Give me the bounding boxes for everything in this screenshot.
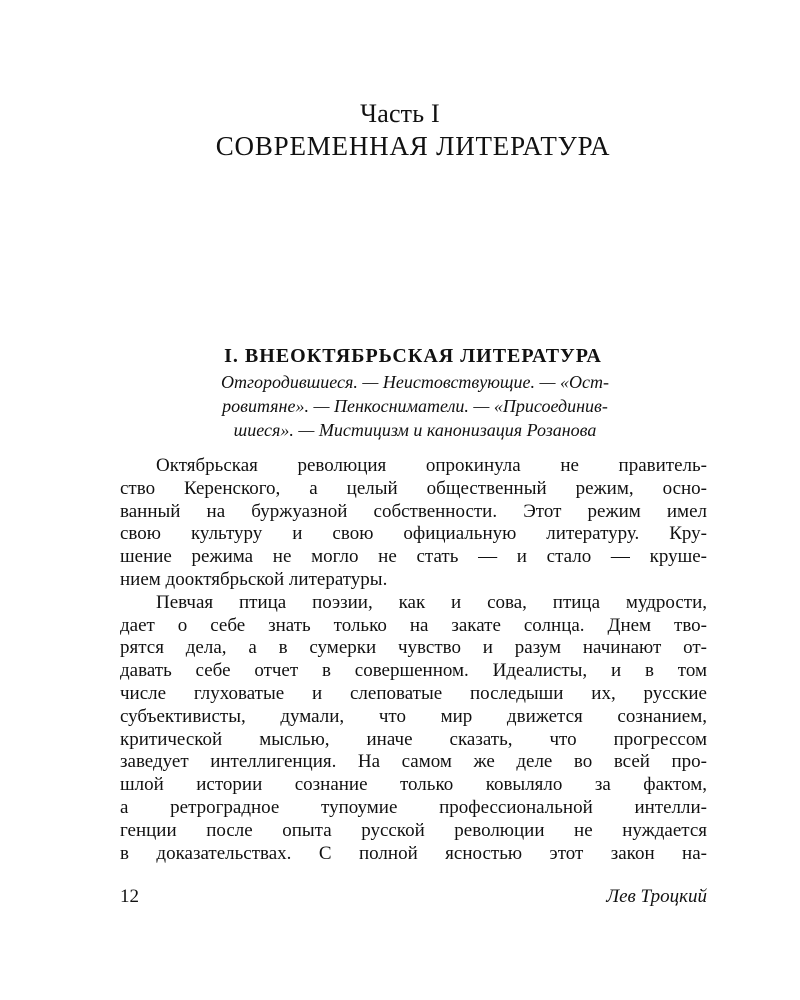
chapter-title: I. ВНЕОКТЯБРЬСКАЯ ЛИТЕРАТУРА [224, 345, 602, 367]
part-name: СОВРЕМЕННАЯ ЛИТЕРАТУРА [215, 131, 611, 161]
epigraph-line: шиеся». — Мистицизм и канонизация Розанова [233, 420, 597, 440]
paragraph-line: шение режима не могло не стать — и стало — круше- [120, 546, 707, 568]
paragraph-line: дает о себе знать только на закате солнца. Днем тво- [120, 614, 707, 636]
paragraph-line: давать себе отчет в совершенном. Идеалисты, и в том [120, 660, 707, 682]
paragraph-line: субъективисты, думали, что мир движется сознанием, [120, 705, 707, 727]
running-footer-author: Лев Троцкий [606, 886, 707, 907]
paragraph-line: нием дооктябрьской литературы. [120, 568, 388, 590]
paragraph-line: ство Керенского, а целый общественный режим, осно- [120, 477, 707, 499]
paragraph-line: ванный на буржуазной собственности. Этот режим имел [120, 500, 707, 522]
paragraph-line: заведует интеллигенция. На самом же деле во всей про- [120, 751, 707, 773]
paragraph-line: генции после опыта русской революции не нуждается [120, 819, 707, 841]
paragraph-line: свою культуру и свою официальную литературу. Кру- [120, 523, 707, 545]
body-text [120, 455, 707, 865]
paragraph-line: а ретроградное тупоумие профессиональной интелли- [120, 796, 707, 818]
epigraph-line: Отгородившиеся. — Неистовствующие. — «Ост- [220, 372, 609, 392]
part-title: Часть I [360, 99, 440, 128]
paragraph-line: шлой истории сознание только ковыляло за фактом, [120, 774, 707, 796]
paragraph-line: критической мыслью, иначе сказать, что прогрессом [120, 728, 707, 750]
page-number: 12 [120, 886, 139, 907]
paragraph-line: в доказательствах. С полной ясностью этот закон на- [120, 842, 707, 864]
paragraph-line: рятся дела, а в сумерки чувство и разум начинают от- [120, 637, 707, 659]
paragraph-line: Певчая птица поэзии, как и сова, птица мудрости, [156, 591, 707, 613]
paragraph-line: Октябрьская революция опрокинула не правитель- [156, 455, 707, 476]
paragraph-line: числе глуховатые и слеповатые последыши их, русские [120, 682, 707, 704]
epigraph-line: ровитяне». — Пенкосниматели. — «Присоединив- [222, 396, 608, 416]
chapter-epigraph [140, 370, 690, 442]
